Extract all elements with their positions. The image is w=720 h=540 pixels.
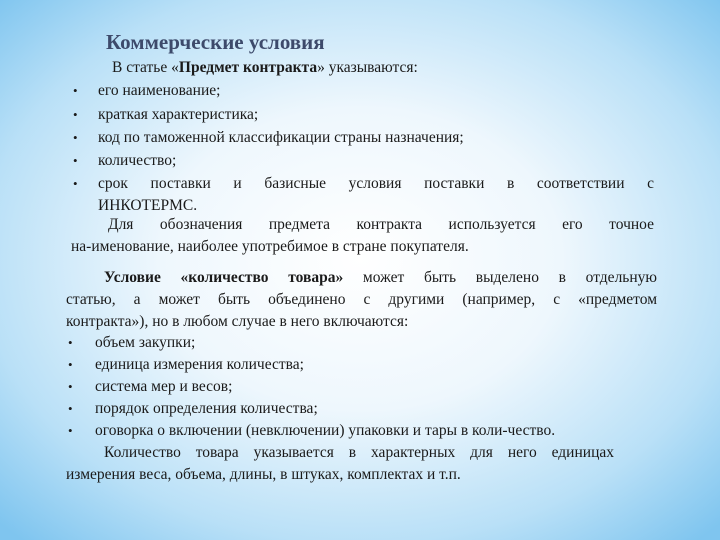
bullet-icon: • [68, 357, 73, 372]
subject-bullet: код по таможенной классификации страны назначения; [98, 129, 464, 146]
bullet-icon: • [73, 153, 78, 168]
bullet-icon: • [68, 423, 73, 438]
quantity-bullet: объем закупки; [95, 334, 196, 351]
quantity-closing-line: измерения веса, объема, длины, в штуках, комплектах и т.п. [66, 466, 461, 483]
quantity-intro-line: контракта»), но в любом случае в него включаются: [66, 313, 409, 330]
quantity-intro-line: статью, а может быть объединено с другими (например, с «предметом [66, 291, 657, 308]
quantity-intro-line: Условие «количество товара» может быть выделено в отдельную [104, 269, 657, 286]
quantity-bullet: система мер и весов; [95, 378, 233, 395]
subject-bullet: краткая характеристика; [98, 106, 259, 123]
quantity-closing-line: Количество товара указывается в характерных для него единицах [104, 444, 614, 461]
bullet-icon: • [68, 401, 73, 416]
quantity-intro-bold: Условие «количество товара» [104, 269, 344, 286]
subject-bullet: срок поставки и базисные условия поставки в соответствии с [98, 175, 654, 192]
subject-paragraph-line: Для обозначения предмета контракта используется его точное [108, 216, 654, 233]
subject-intro-bold: Предмет контракта [178, 59, 318, 76]
bullet-icon: • [68, 335, 73, 350]
bullet-icon: • [68, 379, 73, 394]
quantity-bullet: единица измерения количества; [95, 356, 304, 373]
bullet-icon: • [73, 107, 78, 122]
slide-title: Коммерческие условия [106, 30, 325, 54]
bullet-icon: • [73, 176, 78, 191]
subject-bullet: его наименование; [98, 82, 221, 99]
subject-intro: В статье «Предмет контракта» указываются: [112, 59, 418, 76]
bullet-icon: • [73, 83, 78, 98]
quantity-bullet: порядок определения количества; [95, 400, 318, 417]
subject-paragraph-line: на-именование, наиболее употребимое в стране покупателя. [71, 238, 469, 255]
bullet-icon: • [73, 130, 78, 145]
subject-bullet-continuation: ИНКОТЕРМС. [98, 197, 198, 214]
subject-bullet: количество; [98, 152, 177, 169]
quantity-bullet: оговорка о включении (невключении) упаковки и тары в коли-чество. [95, 422, 556, 439]
